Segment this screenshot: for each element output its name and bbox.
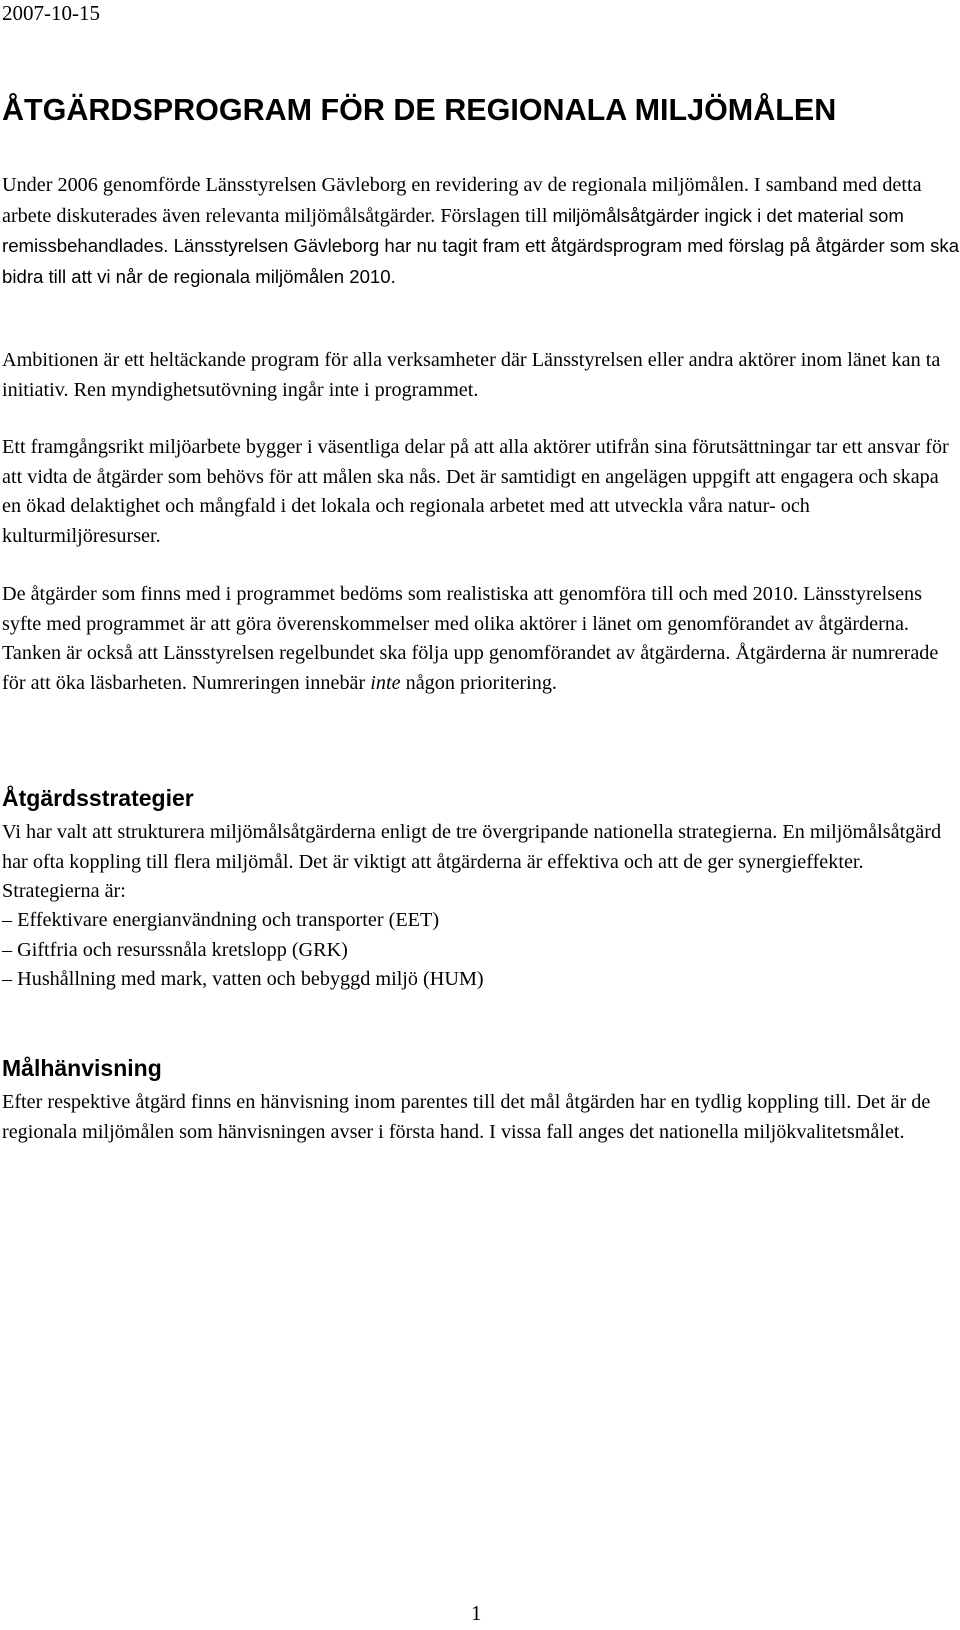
intro-paragraph-1-sans-text: miljömålsåtgärder ingick i det material som remissbehandlades. Länsstyrelsen Gävleborg har nu tagit fram ett åtgärdsprogram med förslag på åtgärder som ska bidra till att vi når de regionala miljömålen 2010.: [2, 204, 960, 287]
list-item: – Effektivare energianvändning och transporter (EET): [2, 909, 440, 931]
intro-paragraph-1-serif-text: Under 2006 genomförde Länsstyrelsen Gävleborg en revidering av de regionala miljömålen. I samband med detta arbete diskuterades även relevanta miljömålsåtgärder. Förslagen till: [2, 174, 922, 227]
strategies-heading: Åtgärdsstrategier: [2, 785, 194, 811]
emphasis-inte: inte: [370, 671, 401, 694]
list-item: – Hushållning med mark, vatten och bebyggd miljö (HUM): [2, 968, 484, 991]
intro-paragraph-4: [2, 580, 960, 698]
goal-reference-paragraph: Efter respektive åtgärd finns en hänvisning inom parentes till det mål åtgärden har en tydlig koppling till. Det är de regionala miljömålen som hänvisningen avser i första hand. I vissa fall anges det nationella miljökvalitetsmålet.: [2, 1091, 931, 1143]
goal-reference-heading: Målhänvisning: [2, 1055, 162, 1081]
intro-paragraph-3: Ett framgångsrikt miljöarbete bygger i väsentliga delar på att alla aktörer utifrån sina förutsättningar tar ett ansvar för att vidta de åtgärder som behövs för att målen ska nås. Det är samtidigt en angelägen uppgift att engagera och skapa en ökad delaktighet och mångfald i det lokala och regionala arbetet med att utveckla våra natur- och kulturmiljöresurser.: [2, 436, 949, 547]
page-number: 1: [471, 1601, 482, 1625]
intro-paragraph-2: Ambitionen är ett heltäckande program för alla verksamheter där Länsstyrelsen eller andra aktörer inom länet kan ta initiativ. Ren myndighetsutövning ingår inte i programmet.: [2, 349, 941, 401]
strategies-list: [2, 906, 484, 995]
strategies-paragraph: Vi har valt att strukturera miljömålsåtgärderna enligt de tre övergripande nationella strategierna. En miljömålsåtgärd har ofta koppling till flera miljömål. Det är viktigt att åtgärderna är effektiva och att de ger synergieffekter. Strategierna är:: [2, 821, 942, 903]
intro-paragraph-4-text: De åtgärder som finns med i programmet bedöms som realistiska att genomföra till och med 2010. Länsstyrelsens syfte med programmet är att göra överenskommelser med olika aktörer i länet om genomförandet av åtgärderna. Tanken är också att Länsstyrelsen regelbundet ska följa upp genomförandet av åtgärderna. Åtgärderna är numrerade för att öka läsbarheten. Numreringen innebär: [2, 583, 939, 694]
list-item: – Giftfria och resurssnåla kretslopp (GRK): [2, 938, 348, 961]
document-title: ÅTGÄRDSPROGRAM FÖR DE REGIONALA MILJÖMÅLEN: [2, 93, 837, 127]
document-date: 2007-10-15: [2, 1, 100, 25]
intro-paragraph-1: [2, 171, 960, 292]
intro-paragraph-4-tail: någon prioritering.: [400, 671, 557, 694]
